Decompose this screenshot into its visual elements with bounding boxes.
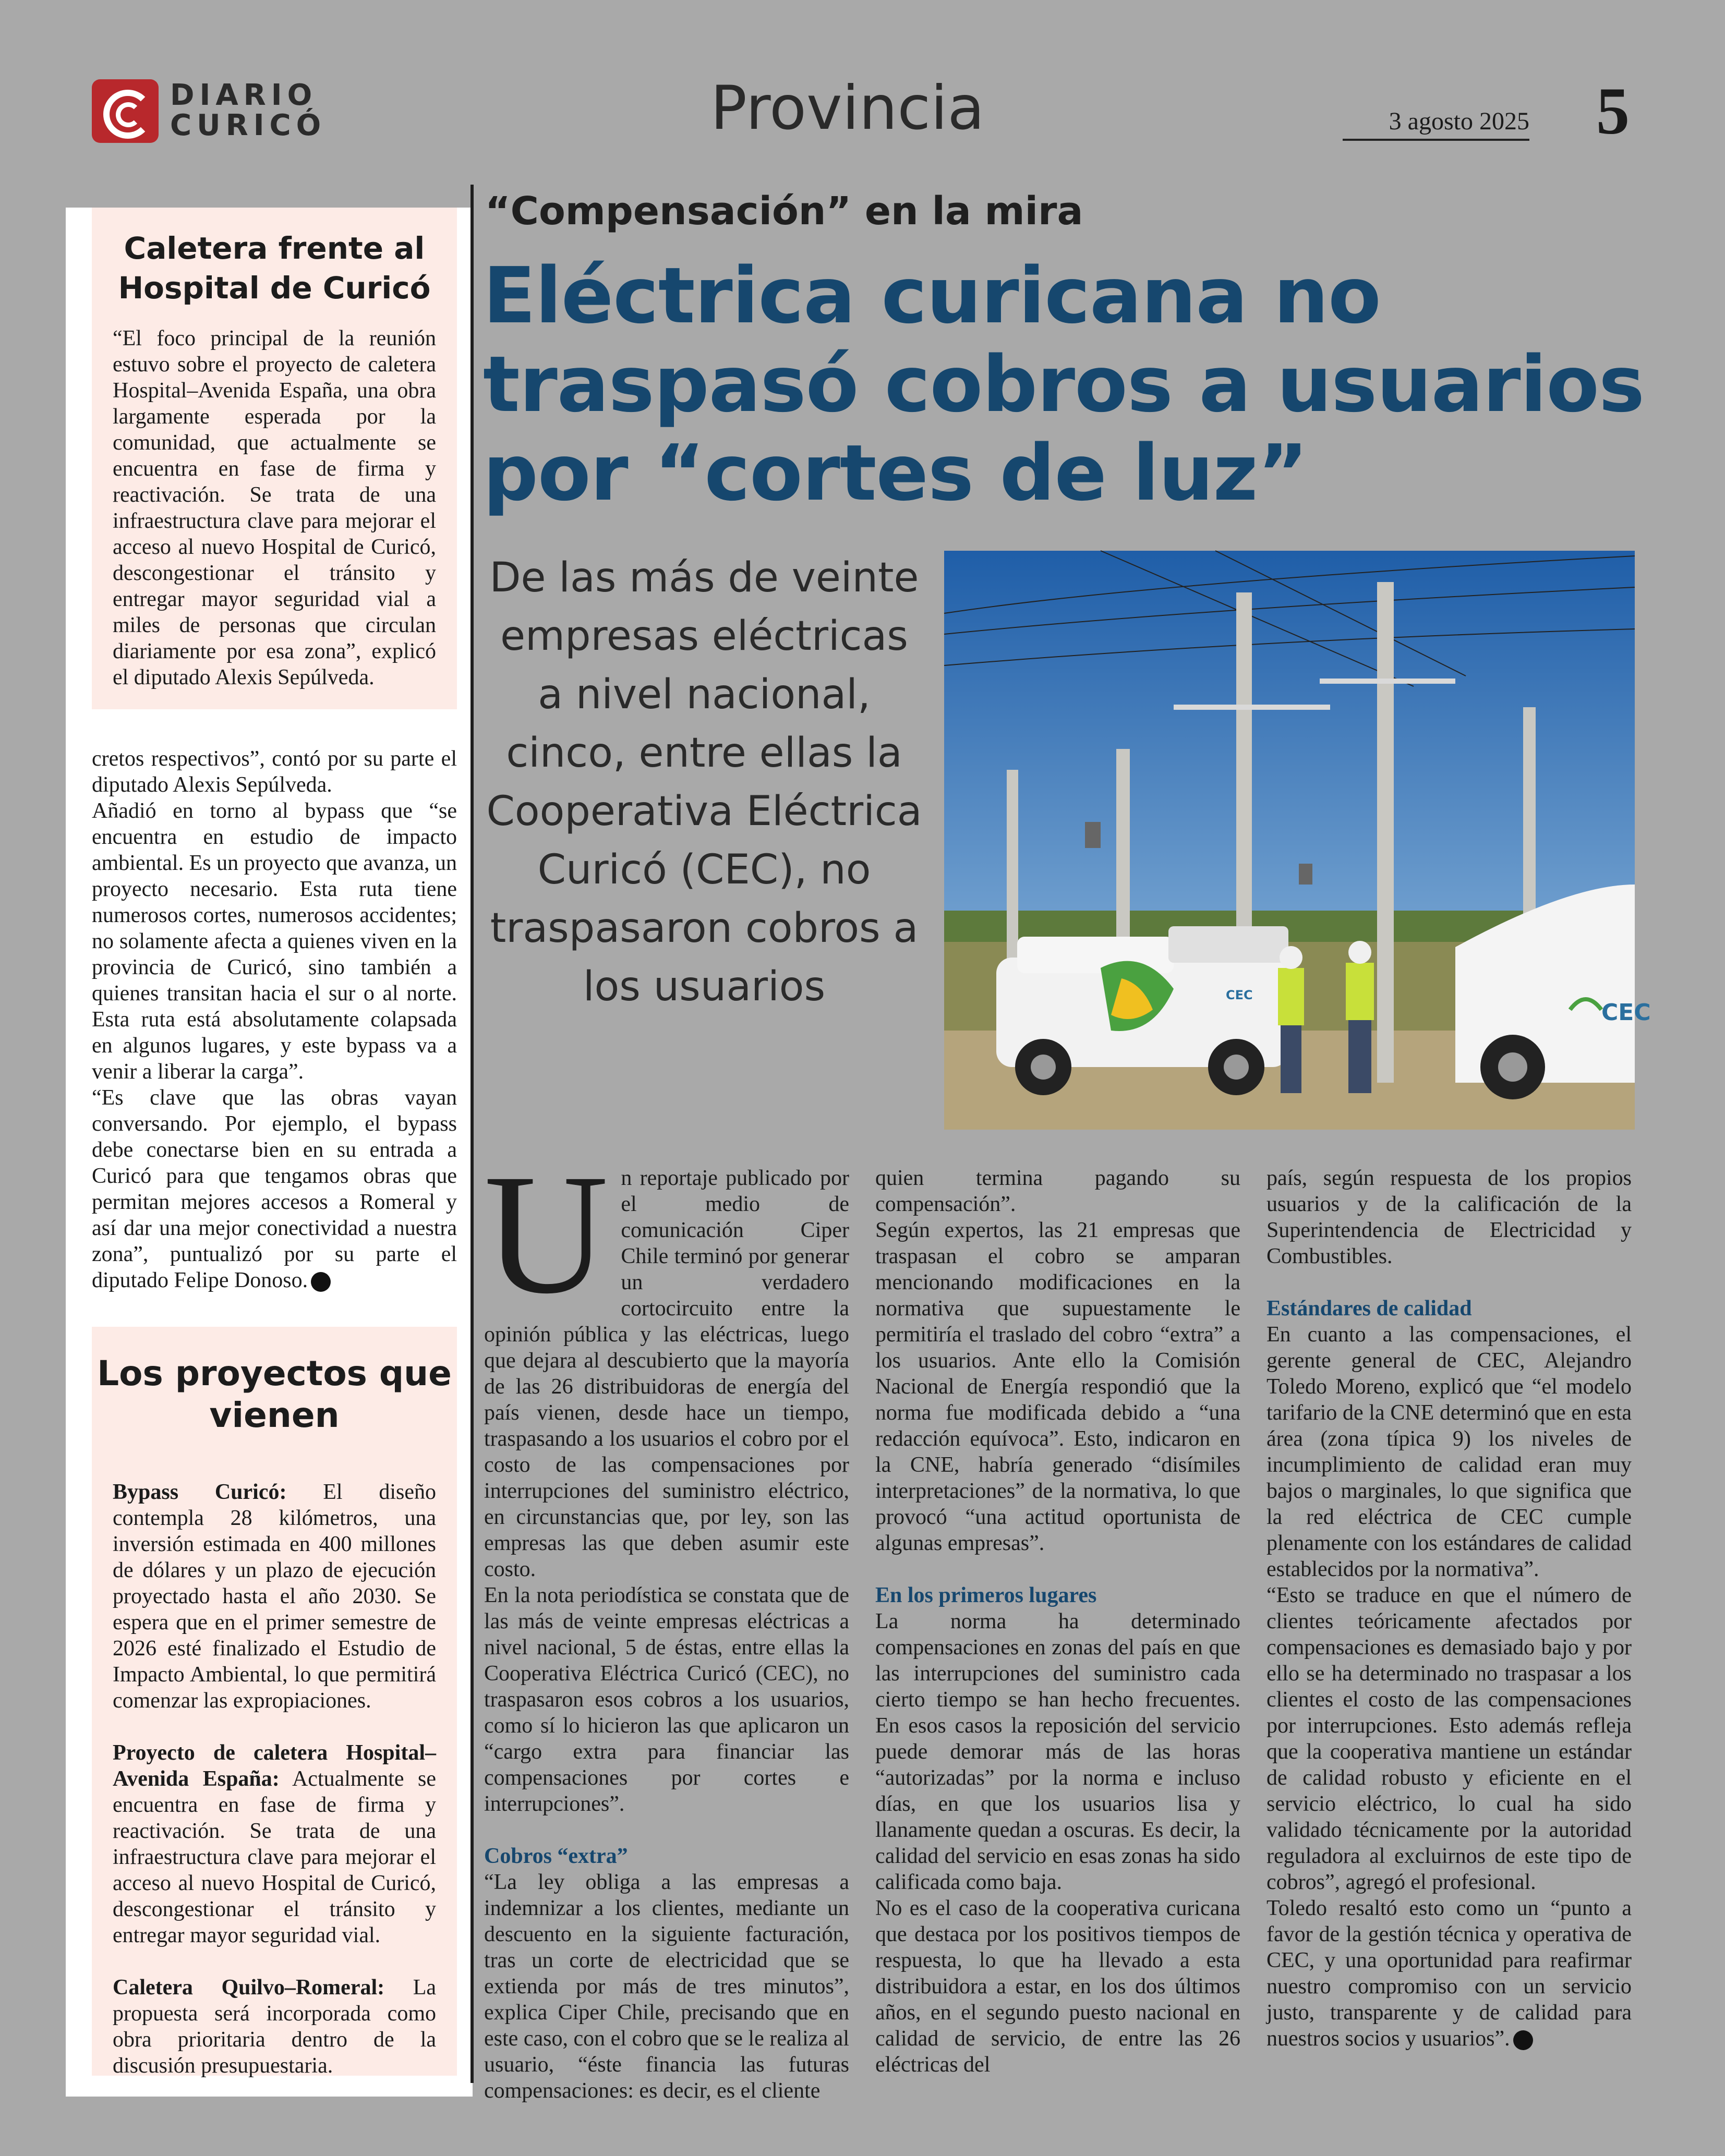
left-continuation-text: [92, 746, 457, 1293]
page-number: 5: [1596, 74, 1630, 148]
column-divider: [471, 185, 474, 2083]
end-mark-icon: [1513, 2030, 1533, 2050]
sidebar-box-caletera: [92, 208, 457, 709]
logo-line-2: CURICÓ: [170, 108, 327, 142]
truck-label: CEC: [1226, 988, 1253, 1002]
logo: [92, 79, 337, 144]
paragraph: La norma ha determinado compensaciones en zonas del país en que las interrupciones del suministro cada cierto tiempo se han hecho frecuentes. En esos casos la reposición del servicio puede demorar más de las horas “autorizadas” por la norma e incluso días, en que los usuarios lisa y llanamente quedan a oscuras. Es decir, la calidad del servicio en esas zonas ha sido calificada como baja.: [875, 1609, 1240, 1894]
section-title: Provincia: [710, 73, 985, 143]
paragraph: Toledo resaltó esto como un “punto a favor de la gestión técnica y operativa de CEC, y una oportunidad para reafirmar nuestro compromiso con un servicio justo, transparente y de calidad para nuestros socios y usuarios”.: [1266, 1896, 1632, 2051]
paragraph: “Esto se traduce en que el número de clientes teóricamente afectados por compensaciones es demasiado bajo y por ello se ha determinado no traspasar a los clientes el costo de las compensaciones por interrupciones. Esto además refleja que la cooperativa mantiene un estándar de calidad robusto y eficiente en el servicio eléctrico, lo cual ha sido validado técnicamente por la autoridad reguladora al excluirnos de este tipo de cobros”, agregó el profesional.: [1266, 1583, 1632, 1894]
paragraph: “Es clave que las obras vayan conversando. Por ejemplo, el bypass debe conectarse bien en su entrada a Curicó para que tengamos obras que permitan mejores accesos a Romeral y así dar una mejor conectividad a nuestra zona”, puntualizó por su parte el diputado Felipe Donoso.: [92, 1086, 457, 1292]
subheading: Estándares de calidad: [1266, 1297, 1472, 1321]
article-photo: [944, 551, 1651, 1130]
project-item: Caletera Quilvo–Romeral: La propuesta será incorporada como obra prioritaria dentro de la discusión presupuestaria.: [113, 1976, 436, 2078]
article-column-3: [1266, 1165, 1632, 2052]
paragraph: Añadió en torno al bypass que “se encuentra en estudio de impacto ambiental. Es un proyecto que avanza, un proyecto necesario. Esta ruta tiene numerosos cortes, numerosos accidentes; no solamente afecta a quienes viven en la provincia de Curicó, sino también a quienes transitan hacia el sur o al norte. Esta ruta está absolutamente colapsada en algunos lugares, y este bypass va a venir a liberar la carga”.: [92, 799, 457, 1084]
logo-line-1: DIARIO: [170, 78, 318, 112]
paragraph: “La ley obliga a las empresas a indemnizar a los clientes, mediante un descuento en la siguiente facturación, tras un corte de electricidad que se extienda por más de tres minutos”, explica Ciper Chile, precisando que en este caso, con el cobro que se le realiza al usuario, “éste financia las futuras compensaciones: es decir, es el cliente: [484, 1870, 849, 2103]
paragraph: Un reportaje publicado por el medio de comunicación Ciper Chile terminó por generar un verdadero cortocircuito entre la opinión pública y las eléctricas, luego que dejara al descubierto que la mayoría de las 26 distribuidoras de energía del país vienen, desde hace un tiempo, traspasando a los usuarios el cobro por el costo de las compensaciones por interrupciones del suministro eléctrico, en circunstancias que, por ley, son las empresas las que deben asumir este costo.: [484, 1139, 849, 1581]
paragraph: En la nota periodística se constata que de las más de veinte empresas eléctricas a nivel nacional, 5 de éstas, entre ellas la Cooperativa Eléctrica Curicó (CEC), no traspasaron esos cobros a los usuarios, como sí lo hicieron las que aplicaron un “cargo extra para financiar las compensaciones por cortes e interrupciones”.: [484, 1583, 849, 1816]
article-headline: Eléctrica curicana no traspasó cobros a usuarios por “cortes de luz”: [483, 251, 1645, 518]
project-item: Proyecto de caletera Hospital–Avenida España: Actualmente se encuentra en fase de firma y reactivación. Se trata de una infraestructura clave para mejorar el acceso al nuevo Hospital de Curicó, descongestionar el tránsito y entregar mayor seguridad vial.: [113, 1741, 437, 1947]
paragraph: Según expertos, las 21 empresas que traspasan el cobro se amparan mencionando modificaciones en la normativa que supuestamente le permitiría el traslado del cobro “extra” a los usuarios. Ante ello la Comisión Nacional de Energía respondió que la norma fue modificada debido a “una redacción equívoca”. Esto, indicaron en la CNE, habría generado “disímiles interpretaciones” de la normativa, lo que provocó “una actitud oportunista de algunas empresas”.: [875, 1218, 1240, 1555]
paragraph: país, según respuesta de los propios usuarios y de la calificación de la Superintendencia de Electricidad y Combustibles.: [1266, 1166, 1632, 1268]
article-lede: De las más de veinte empresas eléctricas a nivel nacional, cinco, entre ellas la Cooperativa Eléctrica Curicó (CEC), no traspasaron cobros a los usuarios: [486, 554, 922, 1010]
sidebar-box-title: Caletera frente al Hospital de Curicó: [118, 231, 431, 306]
paragraph: No es el caso de la cooperativa curicana que destaca por los positivos tiempos de respuesta, lo que ha llevado a esta distribuidora a estar, en los dos últimos años, en el segundo puesto nacional en calidad de servicio, de entre las 26 eléctricas del: [875, 1896, 1240, 2077]
issue-date: 3 agosto 2025: [1343, 107, 1529, 141]
subheading: En los primeros lugares: [875, 1583, 1097, 1607]
sidebar-box-body: “El foco principal de la reunión estuvo sobre el proyecto de caletera Hospital–Avenida España, una obra largamente esperada por la comunidad, que actualmente se encuentra en fase de firma y reactivación. Se trata de una infraestructura clave para mejorar el acceso al nuevo Hospital de Curicó, descongestionar el tránsito y entregar mayor seguridad vial a miles de personas que circulan diariamente por esa zona”, explicó el diputado Alexis Sepúlveda.: [113, 326, 436, 689]
truck-label: CEC: [1601, 999, 1651, 1026]
sidebar-box-proyectos: [92, 1327, 457, 2076]
paragraph: quien termina pagando su compensación”.: [875, 1166, 1240, 1216]
paragraph: cretos respectivos”, contó por su parte el diputado Alexis Sepúlveda.: [92, 747, 457, 797]
project-label: Caletera Quilvo–Romeral:: [113, 1976, 385, 2000]
paragraph: En cuanto a las compensaciones, el gerente general de CEC, Alejandro Toledo Moreno, explicó que “el modelo tarifario de la CNE determinó que en esta área (zona típica 9) los niveles de incumplimiento de calidad eran muy bajos o marginales, lo que significa que la red eléctrica de CEC cumple plenamente con los estándares de calidad establecidos por la normativa”.: [1266, 1323, 1632, 1581]
project-label: Bypass Curicó:: [113, 1480, 287, 1504]
article-column-2: [875, 1165, 1240, 2078]
project-label: Proyecto de caletera Hospital–Avenida España:: [113, 1741, 436, 1791]
drop-cap: U: [484, 1139, 609, 1329]
end-mark-icon: [311, 1272, 331, 1292]
project-item: Bypass Curicó: El diseño contempla 28 kilómetros, una inversión estimada en 400 millones de dólares y un plazo de ejecución proyectado hasta el año 2030. Se espera que en el primer semestre de 2026 esté finalizado el Estudio de Impacto Ambiental, lo que permitirá comenzar las expropiaciones.: [113, 1480, 437, 1713]
article-kicker: “Compensación” en la mira: [485, 189, 1083, 234]
sidebar-box-title: Los proyectos que vienen: [97, 1353, 452, 1435]
logo-mark-icon: [92, 79, 159, 143]
subheading: Cobros “extra”: [484, 1844, 628, 1868]
sidebar-box-body: [113, 1479, 436, 2105]
logo-text: [170, 80, 326, 141]
article-column-1: [484, 1139, 849, 2104]
